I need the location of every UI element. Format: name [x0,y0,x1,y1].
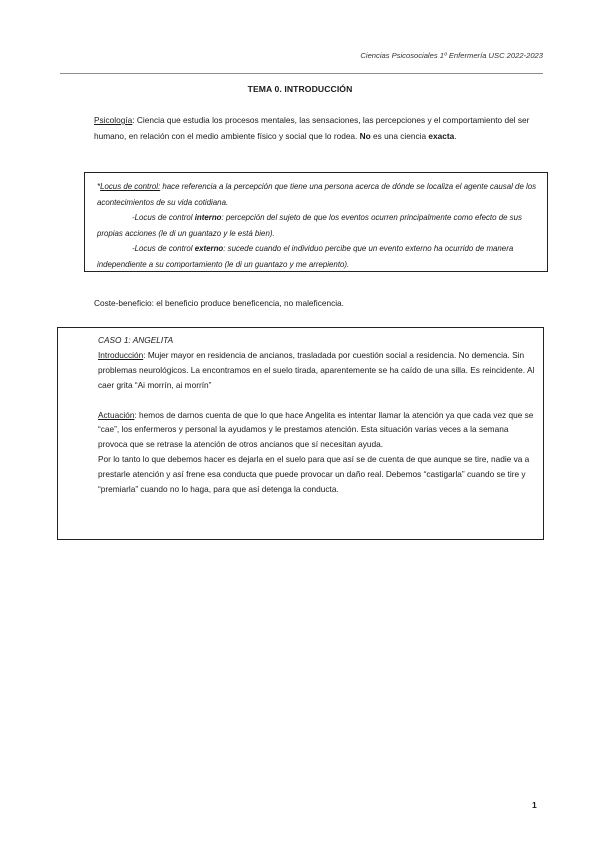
case-conclusion: Por lo tanto lo que debemos hacer es dejarla en el suelo para que así se de cuenta de que aunque se tire, nadie va a prestarle atención y así frene esa conducta que puede provocar un daño real. Debemos “castigarla” cuando se tire y “premiarla” cuando no lo haga, para que así detenga la conducta. [98,454,530,495]
locus-of-control-text [97,179,537,273]
period: . [454,131,457,142]
page-number: 1 [532,800,537,810]
page-title: TEMA 0. INTRODUCCIÓN [247,84,353,94]
header-rule [60,73,543,74]
running-header: Ciencias Psicosociales 1º Enfermería USC 2022-2023 [360,51,543,60]
psychology-definition [94,112,546,145]
exacta-word: exacta [428,131,455,142]
locus-of-control-box [84,172,548,272]
locus-external-text: : sucede cuando el individuo percibe que un evento externo ha ocurrido de manera independiente a su comportamiento (le di un guantazo y me arrepiento). [97,244,514,269]
locus-internal-prefix: -Locus de control [132,213,195,223]
introduction-text: : Mujer mayor en residencia de ancianos, trasladada por cuestión social a residencia. No demencia. Sin problemas neurológicos. La encontramos en el suelo tirada, aparentemente se ha caído de una silla. Es reincidente. Al caer grita “Ai morrín, ai morrín” [98,349,535,390]
psychology-definition-text-2: es una ciencia [370,131,429,142]
locus-external [97,241,537,272]
introduction-label: Introducción [98,349,144,360]
no-word: No [359,131,371,142]
locus-term: Locus de control: [100,182,161,191]
locus-external-prefix: -Locus de control [132,244,195,254]
locus-internal-text: : percepción del sujeto de que los eventos ocurren principalmente como efecto de sus propias acciones (le di un guantazo y le está bien). [97,213,522,238]
action-label: Actuación [98,409,135,420]
locus-internal-word: interno [194,213,222,223]
locus-definition [97,179,537,210]
case-introduction [98,348,538,393]
case-study-box [57,327,544,540]
locus-definition-text: hace referencia a la percepción que tiene una persona acerca de dónde se localiza el agente causal de los acontecimientos de su vida cotidiana. [97,182,537,207]
action-text: : hemos de darnos cuenta de que lo que hace Angelita es intentar llamar la atención ya que cada vez que se “cae”, los enfermeros y personal la ayudamos y le prestamos atención. Esta situación varias veces a la semana provoca que se retrase la atención de otros ancianos que sí necesitan ayuda. [98,409,534,450]
case-action [98,408,538,453]
psychology-term: Psicología [94,115,133,125]
psychology-definition-text: : Ciencia que estudia los procesos mentales, las sensaciones, las percepciones y el comportamiento del ser humano, en relación con el medio ambiente físico y social que lo rodea. [94,115,530,142]
cost-benefit-text: Coste-beneficio: el beneficio produce beneficencia, no maleficencia. [94,298,344,308]
locus-external-word: externo [194,244,224,254]
locus-internal [97,210,537,241]
case-study-text [98,333,538,497]
asterisk: * [97,182,101,191]
case-title: CASO 1: ANGELITA [98,335,174,345]
paragraph-gap [98,393,538,408]
